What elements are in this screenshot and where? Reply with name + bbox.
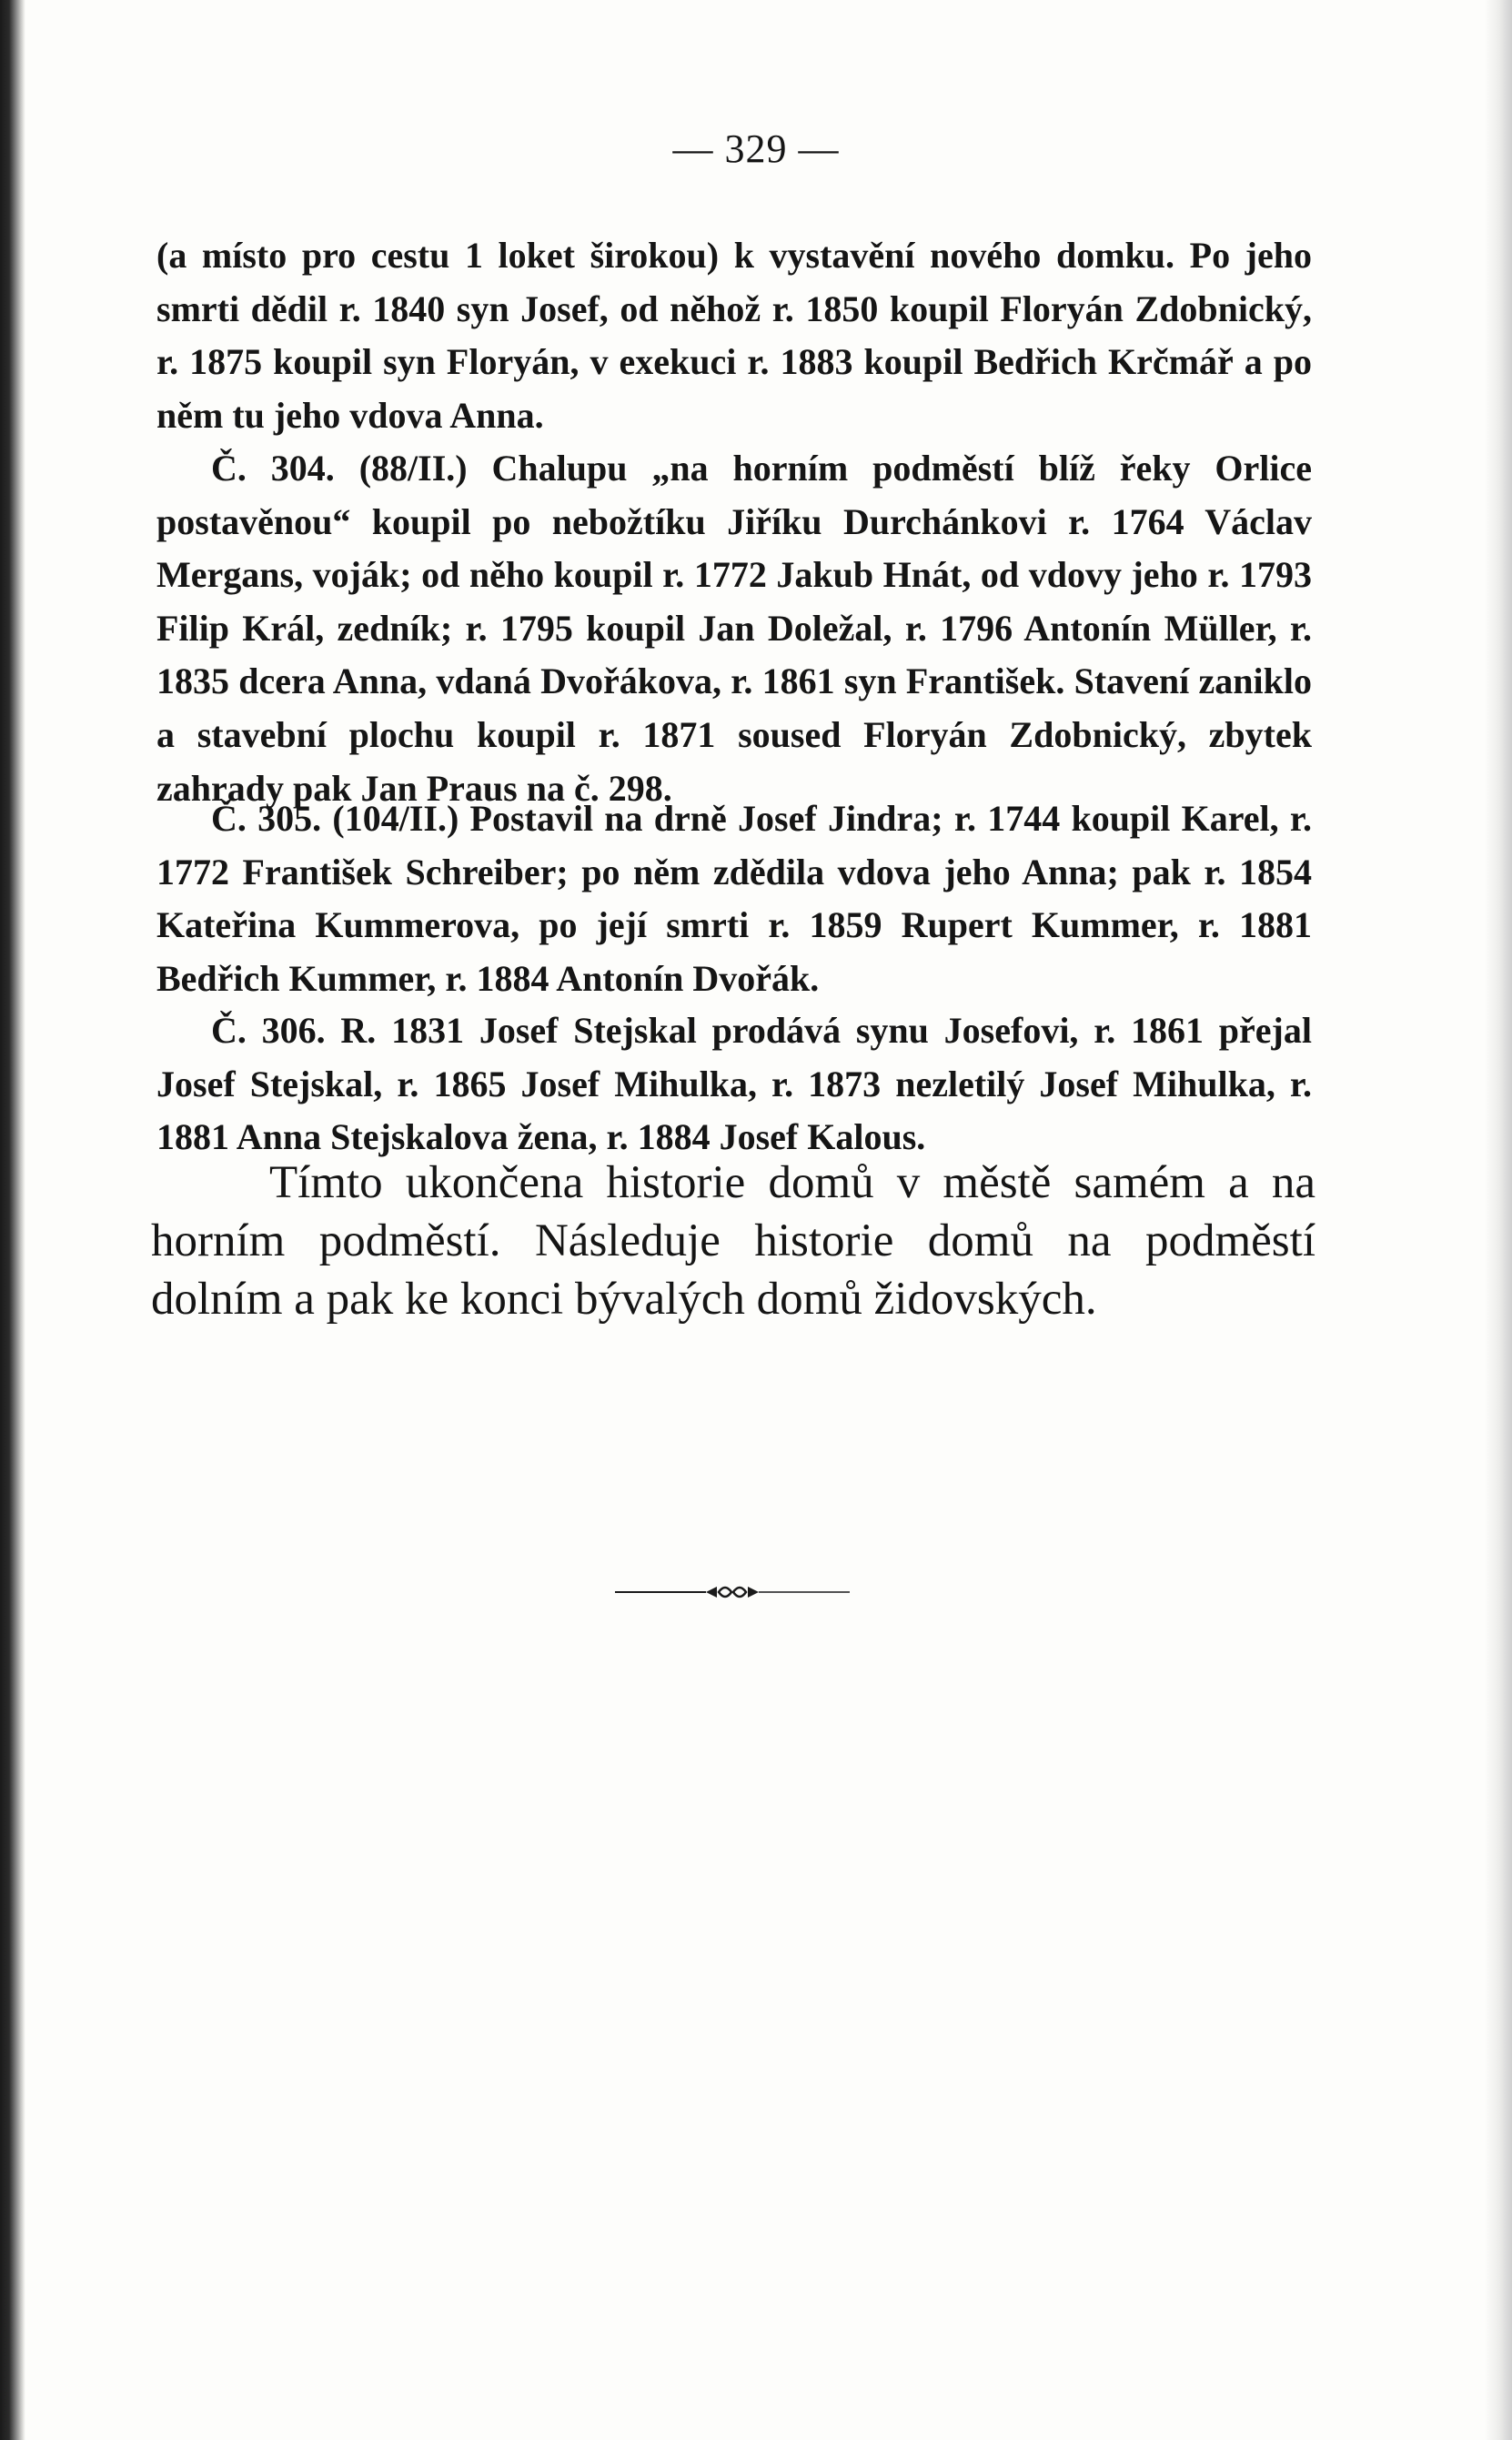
paragraph-house-304 [156, 442, 1312, 815]
paragraph-house-306 [156, 1004, 1312, 1165]
page-binding-edge [0, 0, 25, 2440]
paragraph-text: Č. 305. (104/II.) Postavil na drně Josef Jindra; r. 1744 koupil Karel, r. 1772 František Schreiber; po něm zdědila vdova jeho Anna; pak r. 1854 Kateřina Kummerova, po její smrti r. 1859 Rupert Kummer, r. 1881 Bedřich Kummer, r. 1884 Antonín Dvořák. [156, 798, 1312, 999]
paragraph-text: (a místo pro cestu 1 loket širokou) k vystavění nového domku. Po jeho smrti dědil r. 1840 syn Josef, od něhož r. 1850 koupil Floryán Zdobnický, r. 1875 koupil syn Floryán, v exekuci r. 1883 koupil Bedřich Krčmář a po něm tu jeho vdova Anna. [156, 235, 1312, 436]
ornament-divider-icon [615, 1574, 850, 1610]
paragraph-house-305 [156, 792, 1312, 1005]
paragraph-text: Č. 304. (88/II.) Chalupu „na horním podměstí blíž řeky Orlice postavěnou“ koupil po nebožtíku Jiříku Durchánkovi r. 1764 Václav Mergans, voják; od něho koupil r. 1772 Jakub Hnát, od vdovy jeho r. 1793 Filip Král, zedník; r. 1795 koupil Jan Doležal, r. 1796 Antonín Müller, r. 1835 dcera Anna, vdaná Dvořákova, r. 1861 syn František. Stavení zaniklo a stavební plochu koupil r. 1871 soused Floryán Zdobnický, zbytek zahrady pak Jan Praus na č. 298. [156, 448, 1312, 809]
page-right-edge [1485, 0, 1512, 2440]
paragraph-continued [156, 229, 1312, 442]
paragraph-text: Č. 306. R. 1831 Josef Stejskal prodává synu Josefovi, r. 1861 přejal Josef Stejskal, r. 1865 Josef Mihulka, r. 1873 nezletilý Josef Mihulka, r. 1881 Anna Stejskalova žena, r. 1884 Josef Kalous. [156, 1010, 1312, 1158]
page-number: — 329 — [672, 126, 840, 171]
closing-statement: Tímto ukončena historie domů v městě samém a na horním podměstí. Následuje historie domů na podměstí dolním a pak ke konci bývalých domů židovských. [151, 1157, 1315, 1325]
